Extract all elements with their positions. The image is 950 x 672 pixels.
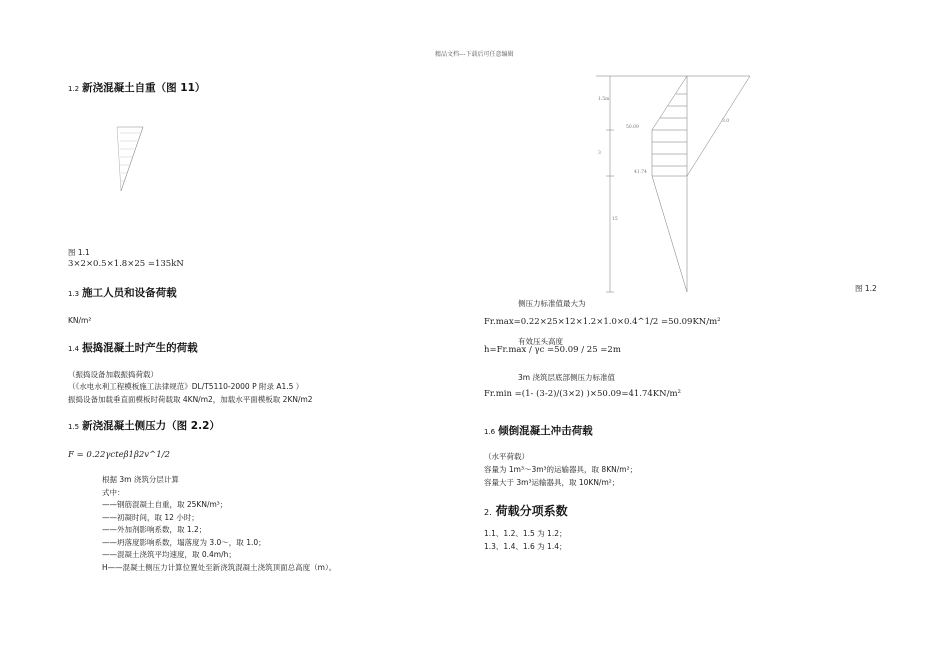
section-1-5-line-4: ——初凝时间，取 12 小时； [102,513,199,522]
section-1-4-heading [68,340,198,355]
section-1-4-line-2: （《水电水利工程模板施工法律规范》DL/T5110-2000 P 附录 A1.5 ） [68,382,304,391]
section-title: 荷载分项系数 [495,504,568,518]
section-1-5-line-7: ——混凝土浇筑平均速度，取 0.4m/h； [102,550,236,559]
diagram-label-max: 50.09 [626,125,639,130]
section-number: 1.6 [484,428,496,436]
section-1-4-line-3: 振捣设备加载垂直面模板时荷载取 4KN/m2，加载水平面模板取 2KN/m2 [68,395,313,404]
figure-1-2-pressure-diagram [590,70,760,300]
page-header: 精品文档---下载后可任意编辑 [435,51,514,58]
section-1-4-line-1: （振捣设备加载振捣荷载） [68,370,158,379]
section-1-5-heading [68,418,220,433]
figure-1-1-formula: 3×2×0.5×1.8×25 =135kN [68,259,184,269]
section-1-5-line-5: ——外加剂影响系数，取 1.2； [102,525,207,534]
section-1-5-line-2: 式中： [102,488,125,497]
diagram-label-min: 41.74 [634,170,647,175]
figure-1-2-caption: 图 1.2 [855,284,877,293]
factor-line-1: 1.1、1.2、1.5 为 1.2； [484,529,567,538]
section-1-3-unit: KN/m² [68,316,92,325]
section-1-5-line-3: ——钢筋混凝土自重，取 25KN/m³； [102,500,228,509]
section-title: 施工人员和设备荷载 [82,287,177,299]
figure-1-1-caption: 图 1.1 [68,248,90,257]
section-title: 新浇混凝土侧压力（图 2.2） [82,420,220,432]
std-pressure-formula: Fr.max=0.22×25×12×1.2×1.0×0.4^1/2 =50.09KN/m² [484,317,721,327]
section-number: 1.3 [68,290,80,298]
section-1-3-heading [68,285,177,300]
section-title: 倾倒混凝土冲击荷载 [498,425,593,437]
section-title: 新浇混凝土自重（图 11） [82,82,206,94]
std-pressure-title: 侧压力标准值最大为 [518,299,586,308]
section-1-5-line-1: 根据 3m 浇筑分层计算 [102,475,179,484]
diagram-label-bottom: 15 [612,217,618,222]
section-1-2-heading [68,80,205,95]
lateral-pressure-formula: F = 0.22γcteβ1β2v^1/2 [68,450,170,460]
section-1-6-line-2: 容量为 1m³～3m³的运输器具，取 8KN/m²； [484,465,638,474]
effective-head-formula: h=Fr.max / γc =50.09 / 25 =2m [484,345,621,355]
section-number: 1.4 [68,345,80,353]
section-1-6-heading [484,423,593,438]
diagram-label-diag: 3.0 [722,119,730,124]
diagram-label-head: 3 [598,151,601,156]
bottom-pressure-title: 3m 浇筑层底部侧压力标准值 [518,373,615,382]
section-1-6-line-3: 容量大于 3m³运输器具，取 10KN/m²； [484,478,620,487]
section-1-5-line-6: ——坍落度影响系数，塌落度为 3.0～，取 1.0； [102,538,266,547]
figure-1-1-triangle [115,125,145,195]
section-1-6-line-1: （水平荷载） [484,452,529,461]
section-title: 振捣混凝土时产生的荷载 [82,342,198,354]
section-1-5-line-8: H——混凝土侧压力计算位置处至新浇筑混凝土浇筑顶面总高度（m）。 [102,563,337,572]
effective-head-title: 有效压头高度 [518,337,563,346]
section-number: 1.2 [68,85,80,93]
section-number: 2. [484,508,492,517]
bottom-pressure-formula: Fr.min =(1- (3-2)/(3×2) )×50.09=41.74KN/m² [484,389,681,399]
section-number: 1.5 [68,423,80,431]
diagram-label-top: 1.5m [598,97,610,102]
section-2-heading [484,502,568,519]
factor-line-2: 1.3、1.4、1.6 为 1.4； [484,542,567,551]
